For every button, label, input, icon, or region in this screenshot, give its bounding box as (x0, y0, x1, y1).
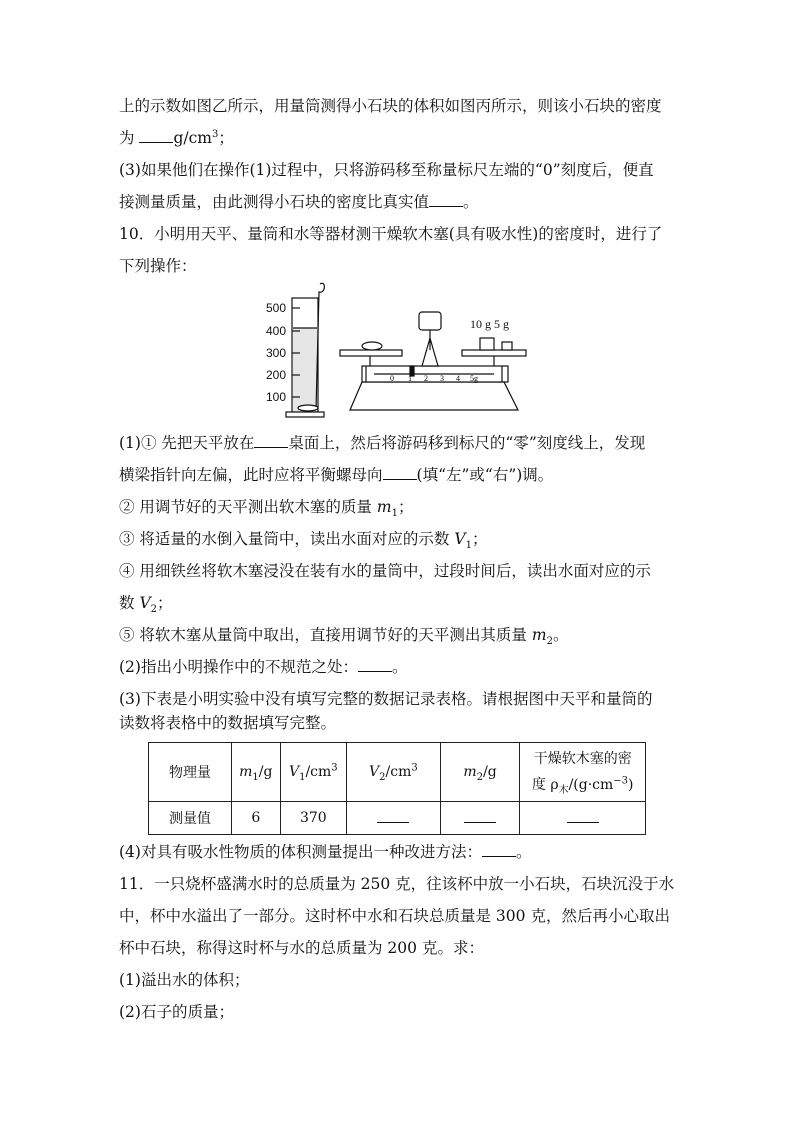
unit-text: /(g·cm (568, 777, 614, 793)
text-fragment: ② 用调节好的天平测出软木塞的质量 (119, 498, 377, 516)
text-fragment: (1)① 先把天平放在 (119, 434, 255, 452)
text-fragment: (2)指出小明操作中的不规范之处： (119, 658, 358, 676)
variable: m (239, 764, 253, 780)
text-fragment: (4)对具有吸水性物质的体积测量提出一种改进方法： (119, 843, 482, 861)
cylinder-tick-label: 400 (266, 324, 287, 338)
answer-blank[interactable] (567, 810, 599, 823)
answer-blank[interactable] (482, 842, 516, 857)
subscript: 木 (558, 784, 569, 796)
table-cell: 6 (231, 802, 280, 835)
question-11-line: 11．一只烧杯盛满水时的总质量为 250 克，往该杯中放一小石块，石块沉没于水 (119, 875, 675, 893)
header-text: 干燥软木塞的密 (533, 751, 632, 767)
text-fragment: (填“左”或“右”)调。 (416, 466, 554, 484)
text-fragment: ； (218, 129, 234, 147)
text-line: 读数将表格中的数据填写完整。 (119, 714, 337, 732)
text-line (119, 497, 414, 520)
text-line (119, 842, 531, 862)
text-line (119, 465, 553, 485)
answer-blank[interactable] (383, 465, 417, 480)
text-fragment: 桌面上，然后将游码移到标尺的“零”刻度线上，发现 (288, 434, 646, 452)
subscript: 1 (391, 508, 398, 520)
superscript: 3 (331, 762, 338, 774)
text-fragment: 接测量质量，由此测得小石块的密度比真实值 (119, 193, 430, 211)
subscript: 2 (150, 604, 158, 616)
header-cell (347, 743, 441, 802)
superscript: 3 (411, 762, 418, 774)
scale-tick-label: 5g (470, 374, 478, 383)
scale-tick-label: 0 (390, 374, 394, 383)
table-cell: 测量值 (149, 802, 232, 835)
text-fragment: 横梁指针向左偏，此时应将平衡螺母向 (119, 466, 383, 484)
text-fragment: ) (628, 777, 634, 793)
text-line: ④ 用细铁丝将软木塞浸没在装有水的量筒中，过段时间后，读出水面对应的示 (119, 562, 651, 580)
cylinder-tick-label: 500 (266, 301, 287, 315)
variable: V (288, 764, 300, 780)
table-header-row (149, 743, 646, 802)
answer-blank[interactable] (429, 192, 463, 207)
scale-tick-label: 4 (456, 374, 460, 383)
text-line: (3)下表是小明实验中没有填写完整的数据记录表格。请根据图中天平和量筒的 (119, 690, 653, 708)
subscript: 1 (299, 771, 306, 783)
unit-text: g/cm (173, 129, 212, 147)
subscript: 1 (252, 771, 259, 783)
answer-blank[interactable] (464, 810, 496, 823)
text-line: (2)石子的质量； (119, 1003, 234, 1021)
text-fragment: 。 (463, 193, 479, 211)
apparatus-figure (262, 280, 532, 420)
scale-tick-label: 3 (440, 374, 444, 383)
answer-blank[interactable] (139, 128, 173, 143)
text-line: 中，杯中水溢出了一部分。这时杯中水和石块总质量是 300 克，然后再小心取出 (119, 907, 670, 925)
header-text: 物理量 (168, 765, 211, 781)
text-fragment: ③ 将适量的水倒入量筒中，读出水面对应的示数 (119, 530, 455, 548)
text-line (119, 593, 173, 616)
text-line (119, 192, 479, 212)
variable: V (454, 530, 466, 548)
table-cell (347, 802, 441, 835)
header-text (520, 772, 645, 798)
unit-text: /g (483, 764, 497, 780)
unit-text: /g (258, 764, 273, 780)
text-fragment: 。 (552, 626, 569, 644)
header-cell (149, 743, 232, 802)
text-line: 下列操作： (119, 257, 197, 275)
subscript: 1 (465, 540, 472, 552)
text-fragment: 为 (119, 129, 135, 147)
text-fragment: ； (157, 594, 173, 612)
variable: V (139, 594, 151, 612)
cylinder-tick-label: 100 (266, 390, 287, 404)
text-line (119, 529, 488, 552)
text-fragment: 。 (515, 843, 532, 861)
header-cell (280, 743, 347, 802)
unit-text: /cm (385, 764, 412, 780)
header-cell (231, 743, 280, 802)
cylinder-tick-label: 300 (266, 346, 287, 360)
variable: V (369, 764, 380, 780)
table-cell: 370 (280, 802, 347, 835)
text-line (119, 657, 407, 677)
superscript: −3 (613, 775, 629, 787)
variable: m (531, 626, 547, 644)
header-cell (520, 743, 646, 802)
text-line: (3)如果他们在操作(1)过程中，只将游码移至称量标尺左端的“0”刻度后，便直 (119, 161, 654, 179)
answer-blank[interactable] (254, 433, 288, 448)
text-fragment: ⑤ 将软木塞从量筒中取出，直接用调节好的天平测出其质量 (119, 626, 532, 644)
answer-blank[interactable] (358, 657, 392, 672)
text-line: (1)溢出水的体积； (119, 971, 250, 989)
text-fragment: 度 ρ (531, 777, 559, 793)
table-cell (520, 802, 646, 835)
variable: m (376, 498, 392, 516)
header-cell (440, 743, 520, 802)
text-line: 上的示数如图乙所示，用量筒测得小石块的体积如图丙所示，则该小石块的密度 (119, 97, 662, 115)
subscript: 2 (476, 771, 484, 783)
text-fragment: ； (397, 498, 414, 516)
table-cell (440, 802, 520, 835)
variable: m (463, 764, 477, 780)
scale-tick-label: 1 (408, 374, 412, 383)
text-line (119, 625, 569, 648)
subscript: 2 (546, 636, 553, 648)
superscript: 3 (211, 128, 219, 140)
text-line: 杯中石块，称得这时杯与水的总质量为 200 克。求： (119, 939, 484, 957)
subscript: 2 (379, 771, 386, 783)
table-row (149, 802, 646, 835)
answer-blank[interactable] (377, 810, 409, 823)
graduated-cylinder (286, 283, 324, 417)
unit-text: /cm (305, 764, 332, 780)
scale-tick-label: 2 (424, 374, 428, 383)
cylinder-tick-label: 200 (266, 368, 287, 382)
data-table (148, 742, 646, 835)
text-line (119, 433, 645, 453)
weights-label: 10 g 5 g (470, 317, 509, 331)
question-10-line: 10．小明用天平、量筒和水等器材测干燥软木塞(具有吸水性)的密度时，进行了 (119, 225, 663, 243)
text-fragment: 。 (391, 658, 408, 676)
text-fragment: ； (471, 530, 488, 548)
text-fragment: 数 (119, 594, 140, 612)
text-line (119, 128, 234, 148)
